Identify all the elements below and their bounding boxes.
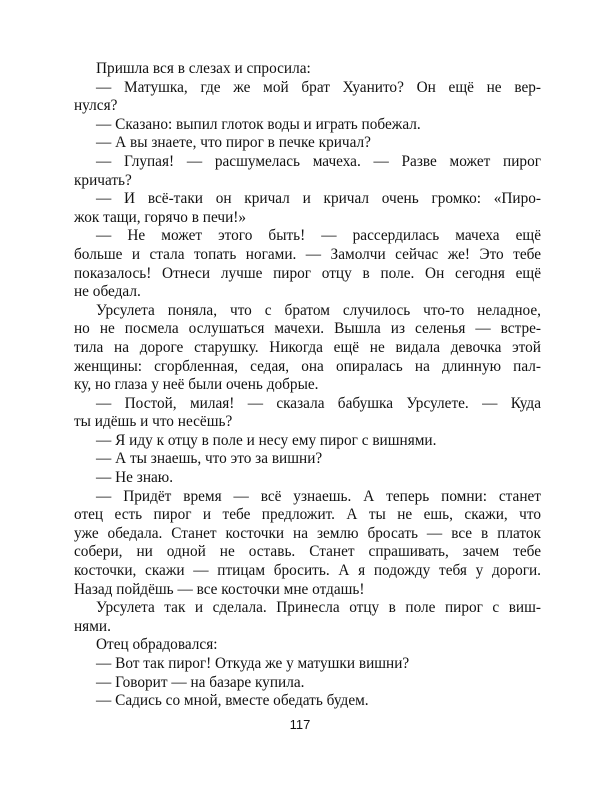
text-line: Урсулета так и сделала. Принесла отцу в поле пирог с виш-	[96, 599, 541, 617]
text-line: Урсулета поняла, что с братом случилось что-то неладное,	[96, 301, 541, 319]
text-line: — Сказано: выпил глоток воды и играть побежал.	[96, 115, 421, 133]
page-number: 117	[289, 717, 311, 732]
text-line: — Не может этого быть! — рассердилась мачеха ещё	[96, 227, 541, 245]
text-line: — Матушка, где же мой брат Хуанито? Он ещё не вер-	[96, 78, 541, 96]
text-line: собери, ни одной не оставь. Станет спрашивать, зачем тебе	[74, 543, 541, 561]
text-line: показалось! Отнеси лучше пирог отцу в поле. Он сегодня ещё	[74, 264, 541, 282]
text-line: — Придёт время — всё узнаешь. А теперь помни: станет	[96, 487, 541, 505]
text-line: — Постой, милая! — сказала бабушка Урсулете. — Куда	[96, 394, 541, 412]
text-line: жок тащи, горячо в печи!»	[74, 208, 247, 226]
text-line: нями.	[74, 617, 111, 635]
text-line: больше и стала топать ногами. — Замолчи сейчас же! Это тебе	[74, 245, 541, 263]
text-line: отец есть пирог и тебе предложит. А ты не ешь, скажи, что	[74, 506, 541, 524]
text-line: косточки, скажи — птицам бросить. А я подожду тебя у дороги.	[74, 562, 541, 580]
text-line: женщины: сгорбленная, седая, она опиралась на длинную пал-	[74, 357, 541, 375]
text-line: — Глупая! — расшумелась мачеха. — Разве может пирог	[96, 152, 541, 170]
text-line: — Не знаю.	[96, 469, 174, 487]
text-line: Отец обрадовался:	[96, 636, 218, 654]
text-line: ку, но глаза у неё были очень добрые.	[74, 376, 319, 394]
text-line: уже обедала. Станет косточки на землю бросать — все в платок	[74, 524, 541, 542]
text-line: нулся?	[74, 97, 118, 115]
text-line: — Я иду к отцу в поле и несу ему пирог с вишнями.	[96, 431, 437, 449]
text-line: Назад пойдёшь — все косточки мне отдашь!	[74, 580, 365, 598]
text-line: — Вот так пирог! Откуда же у матушки вишни?	[96, 655, 410, 672]
text-line: — А вы знаете, что пирог в печке кричал?	[96, 134, 371, 152]
text-line: Пришла вся в слезах и спросила:	[96, 60, 311, 77]
page-body-text	[74, 60, 541, 711]
text-line: но не посмела ослушаться мачехи. Вышла из селенья — встре-	[74, 320, 541, 338]
text-line: — Говорит — на базаре купила.	[96, 673, 305, 691]
text-line: — И всё-таки он кричал и кричал очень громко: «Пиро-	[96, 190, 541, 208]
text-line: — А ты знаешь, что это за вишни?	[96, 450, 323, 468]
text-line: тила на дороге старушку. Никогда ещё не видала девочка этой	[74, 338, 541, 356]
text-line: не обедал.	[74, 283, 141, 301]
text-line: кричать?	[74, 171, 132, 189]
text-line: ты идёшь и что несёшь?	[74, 413, 233, 431]
text-line: — Садись со мной, вместе обедать будем.	[96, 692, 369, 710]
